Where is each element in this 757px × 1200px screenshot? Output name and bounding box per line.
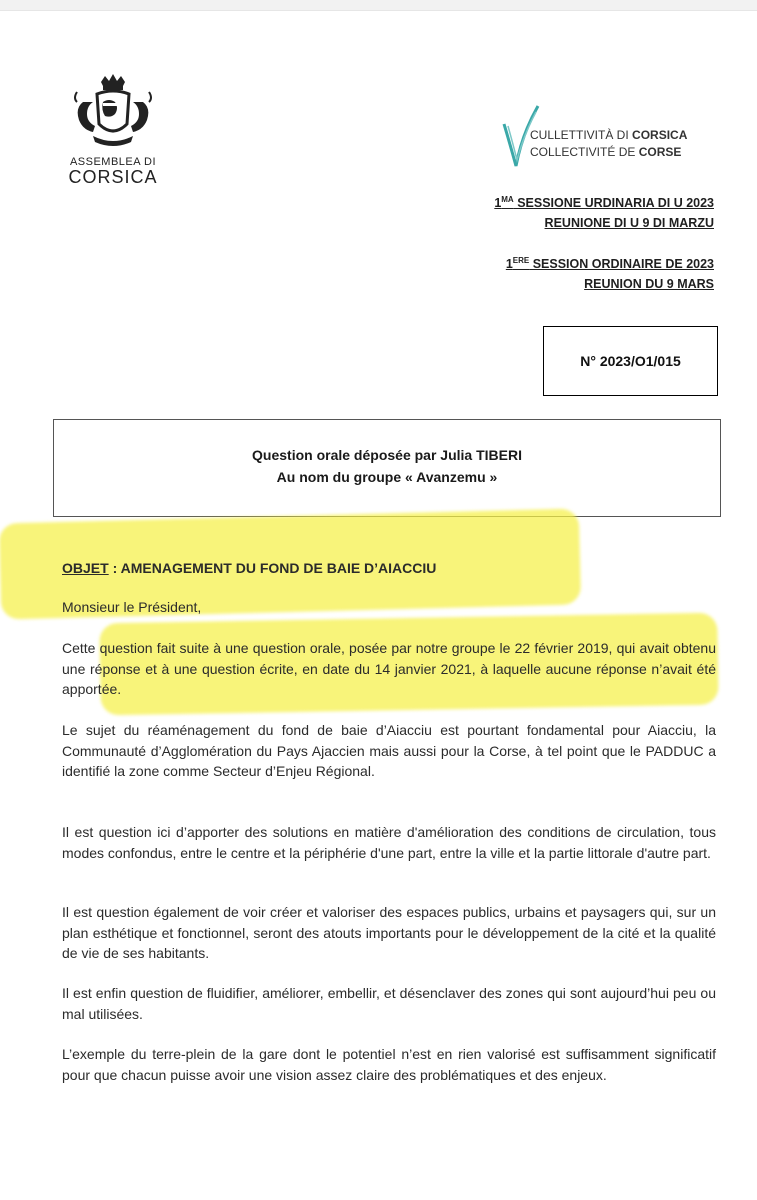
collectivite-logo-line1: CULLETTIVITÀ DI CORSICA (530, 128, 688, 142)
paragraph-6: L’exemple du terre-plein de la gare dont le potentiel n’est en rien valorisé est suffisamment significatif pour que chacun puisse avoir une vision assez claire des problématiques et des enjeux. (62, 1046, 716, 1083)
session-corsican-line1: $1^{MA}$ SESSIONE URDINARIA DI U 2023 (494, 195, 714, 211)
objet-heading: OBJET : AMENAGEMENT DU FOND DE BAIE D’AIACCIU (62, 560, 437, 576)
session-french-line1: 1ERE SESSION ORDINAIRE DE 2023 (505, 256, 714, 272)
assemblea-logo-line2: CORSICA (68, 167, 158, 187)
reference-number-box (543, 326, 718, 396)
session-french (506, 251, 714, 294)
paragraph-1: Cette question fait suite à une question orale, posée par notre groupe le 22 février 2019, qui avait obtenu une réponse et à une question écrite, en date du 14 janvier 2021, à laquelle aucune réponse n’avait été apportée. (62, 640, 716, 698)
paragraph-3: Il est question ici d’apporter des solutions en matière d'amélioration des conditions de circulation, tous modes confondus, entre le centre et la périphérie d'une part, entre la ville et la partie littorale d'autre part. (62, 824, 716, 861)
assemblea-logo (58, 72, 168, 192)
collectivite-logo-line2: COLLECTIVITÉ DE CORSE (530, 145, 682, 159)
corsica-coat-of-arms-icon (63, 72, 163, 152)
question-group: Au nom du groupe « Avanzemu » (276, 469, 498, 485)
paragraph-4: Il est question également de voir créer et valoriser des espaces publics, urbains et paysagers qui, sur un plan esthétique et fonctionnel, seront des atouts importants pour le développement de la cité et la qualité de vie de ses habitants. (62, 904, 716, 962)
objet-title: AMENAGEMENT DU FOND DE BAIE D’AIACCIU (120, 560, 437, 576)
session-french-line2: REUNION DU 9 MARS (584, 277, 714, 292)
salutation: Monsieur le Président, (62, 599, 202, 615)
question-author: Question orale déposée par Julia TIBERI (252, 447, 522, 463)
paragraph-5: Il est enfin question de fluidifier, améliorer, embellir, et désenclaver des zones qui sont aujourd’hui peu ou mal utilisées. (62, 985, 716, 1022)
session-corsican-line2: REUNIONE DI U 9 DI MARZU (544, 216, 714, 231)
paragraph-2: Le sujet du réaménagement du fond de baie d’Aiacciu est pourtant fondamental pour Aiacciu, la Communauté d’Agglomération du Pays Ajaccien mais aussi pour la Corse, à tel point que le PADDUC a identifié la zone comme Secteur d’Enjeu Régional. (62, 722, 716, 780)
collectivite-logo (500, 104, 700, 174)
top-bar (0, 0, 757, 11)
objet-label: OBJET (62, 560, 109, 576)
question-box (53, 419, 721, 517)
reference-number: N° 2023/O1/015 (580, 353, 681, 369)
assemblea-logo-line1: ASSEMBLEA DI (69, 156, 157, 168)
session-corsican (494, 190, 714, 233)
